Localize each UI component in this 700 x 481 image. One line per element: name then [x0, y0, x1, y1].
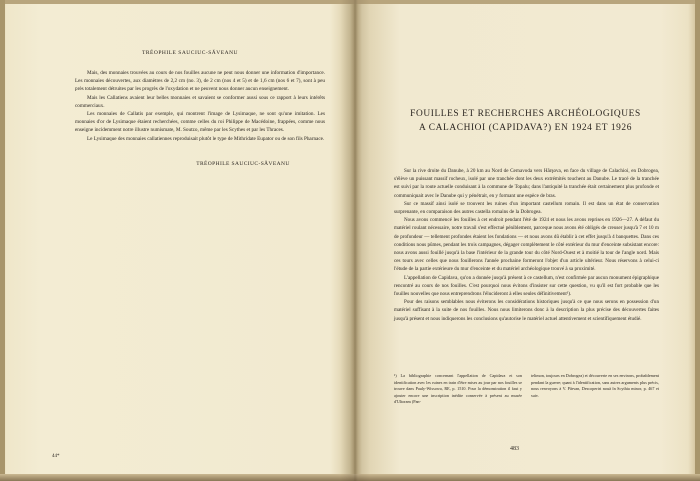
author-signature: TRÉOPHILE SAUCIUC-SĂVEANU: [196, 161, 290, 167]
paragraph: Sur la rive droite du Danube, à 20 km au Nord de Cernavoda vers Hârşova, en face du village de Calachioi, en Dobrogea, s'élève un puissant massif rocheux, isolé par une tranchée dont les deux extrémités touchent au Danube. Le tracé de la tranchée est suivi par la route actuelle conduisant à la commune de Topalu; dans l'antiquité la tranchée était certainement plus profonde et communiquait avec le Danube qui y pénétrait, en y formant une espèce de bras.: [394, 168, 659, 199]
footnote-column-right: telimon, toujours en Dobrogea) et découverte en ses environs, probablement pendant la guerre; quant à l'identification, sans autres arguments plus précis, nous renvoyons à V. Pârvan, Descoperiri nouă în Scythia minor, p. 467 et suiv.: [531, 373, 659, 398]
right-page-body: [394, 167, 659, 323]
page-left-edge: [0, 0, 5, 481]
paragraph: L'appellation de Capidava, qu'on a donnée jusqu'à présent à ce castellum, n'est confirmée par aucun monument épigraphique rencontré au cours de nos fouilles. C'est pourquoi nous évitons d'insister sur cette question, vu qu'il est fort probable que les fouilles nouvelles que nous entreprendrons l'élucideront à elles seules définitivement¹).: [394, 274, 659, 298]
page-number: 44*: [52, 454, 60, 459]
paragraph: Le Lysimaque des monnaies callatiennes reproduisait plutôt le type de Mithridate Eupator ou de son fils Pharnace.: [87, 135, 325, 142]
page-number: 483: [510, 446, 519, 452]
paragraph: Pour des raisons semblables nous éviterons les considérations historiques jusqu'à ce que nous serons en possession d'un matériel suffisant à la suite de nos fouilles. Nous nous limiterons donc à la description la plus précise des découvertes faites jusqu'à présent et nous indiquerons les conclusions qu'autorise le matériel actuel attentivement et scientifiquement étudié.: [394, 299, 659, 322]
article-title-line: A CALACHIOI (CAPIDAVA?) EN 1924 ET 1926: [419, 122, 632, 133]
footnote-column-left: ¹) La bibliographie concernant l'appellation de Capidava et son identification avec les ruines en train d'être mises au jour par nos fouilles se trouve dans Pauly-Wissowa, RE, p. 1510. Pour la démonstration il faut y ajouter encore une inscription inédite conservée à présent au musée d'Ultoram (Pan-: [394, 373, 522, 404]
paragraph: Nous avons commencé les fouilles à cet endroit pendant l'été de 1924 et nous les avons reprises en 1926—27. A défaut du matériel roulant nécessaire, notre travail s'est effectué péniblement, parceque nous avons été obligés de creuser jusqu'à 7 et 10 m de profondeur — tellement profondes étaient les fondations — et nous avons dû établir à cet effet jusqu'à 4 banquettes. Dans ces conditions nous pûmes, pendant les trois campagnes, dégager complètement le côté extérieur du mur d'enceinte subsistant encore: nous avons aussi fouillé jusqu'à la base l'intérieur de la grande tour du côté Nord-Ouest et à moitié la tour de l'angle nord. Mais ces tours avec celles que nous fouillerons l'année prochaine formeront l'objet d'un article ultérieur. Nous réservons à celui-ci l'étude de la partie extérieure du mur d'enceinte et du matériel archéologique trouvé à sa proximité.: [394, 217, 659, 273]
page-right-edge: [695, 0, 700, 481]
article-title: [398, 108, 653, 135]
paragraph: Les monnaies de Callatis par exemple, qui montrent l'image de Lysimaque, ne sont qu'une imitation. Les monnaies d'or de Lysimaque étaient recherchées, comme celles du roi Philippe de Macédoine, frappées, comme nous enseigne incidemment notre illustre numismate, M. Soutzo, même par les Scythes et par les Thraces.: [75, 111, 325, 134]
right-page: [370, 20, 685, 470]
left-page-body: [75, 69, 325, 143]
paragraph: Sur ce massif ainsi isolé se trouvent les ruines d'un important castellum romain. Il est dans un état de conservation surprenante, en comparaison des autres castella romains de la Dobrogea.: [394, 200, 659, 216]
article-title-line: FOUILLES ET RECHERCHES ARCHÉOLOGIQUES: [410, 109, 641, 119]
left-page: [20, 20, 340, 470]
running-head: TRÉOPHILE SAUCIUC-SĂVEANU: [141, 50, 239, 56]
paragraph: Mais les Callatiens avaient leur belles monnaies et savaient se conformer aussi sous ce rapport à leurs intérêts commerciaux.: [75, 94, 325, 109]
paragraph: Mais, des monnaies trouvées au cours de nos fouilles aucune ne peut nous donner une information d'importance. Les monnaies découvertes, aux diamètres de 2,2 cm (no. 3), de 2 cm (nos 4 et 5) et de 1,6 cm (nos 6 et 7), sont à peu près totalement détruites par les progrès de l'oxydation et ne peuvent nous donner aucun enseignement.: [75, 70, 325, 93]
book-gutter: [340, 0, 370, 481]
footnotes: [394, 373, 659, 406]
